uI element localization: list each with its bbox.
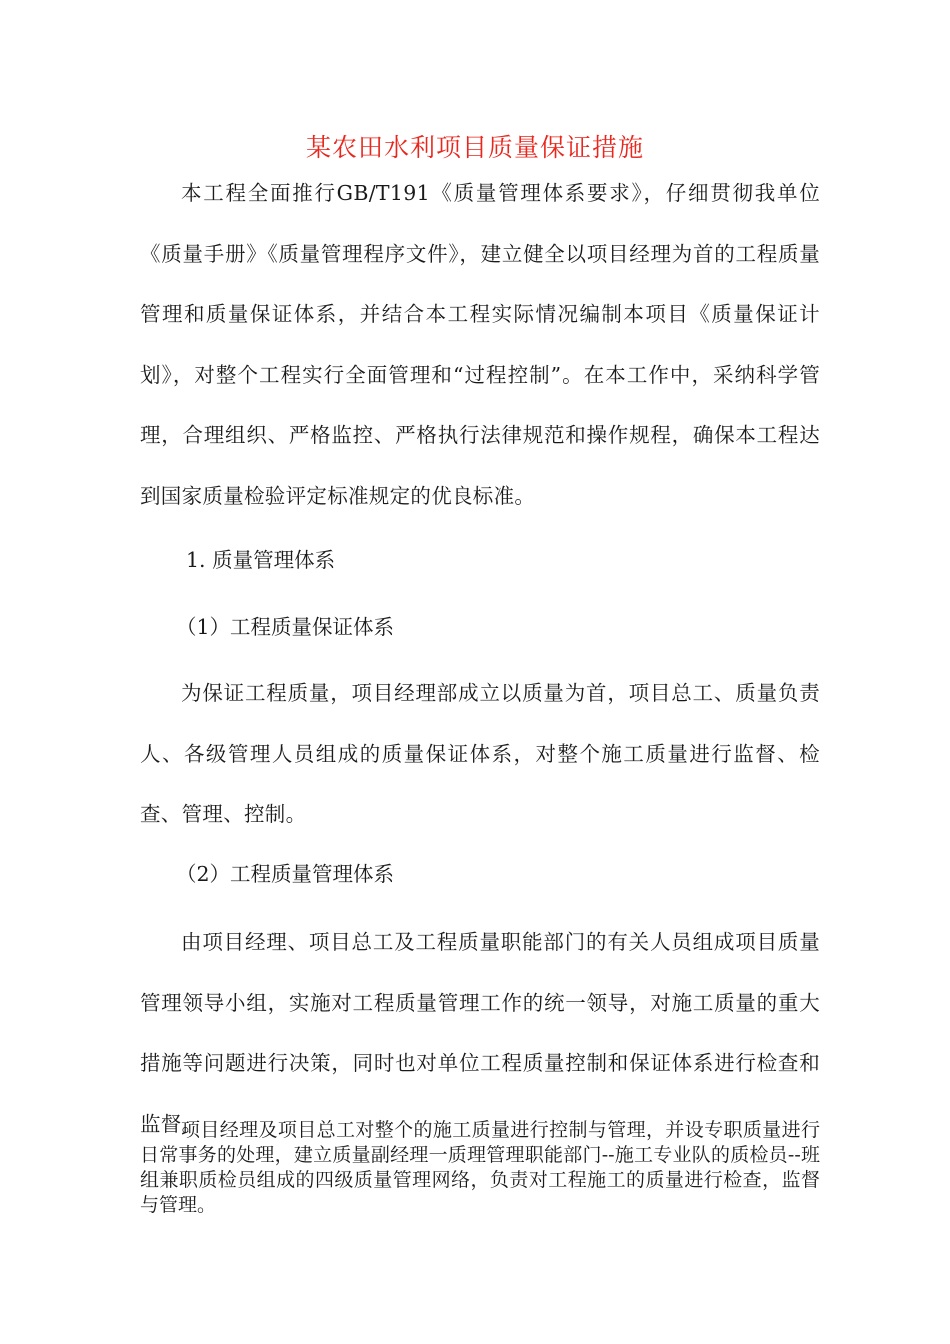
- assurance-paragraph: 为保证工程质量，项目经理部成立以质量为首，项目总工、质量负责人、各级管理人员组成的质量保证体系，对整个施工质量进行监督、检查、管理、控制。: [140, 681, 820, 826]
- document-title: 某农田水利项目质量保证措施: [305, 133, 644, 162]
- subsection-heading-management: （2）工程质量管理体系: [176, 862, 395, 886]
- subsection-heading-assurance: （1）工程质量保证体系: [176, 615, 395, 639]
- section-heading-quality-system: 1. 质量管理体系: [186, 548, 336, 572]
- intro-paragraph: 本工程全面推行GB/T191《质量管理体系要求》，仔细贯彻我单位《质量手册》《质量管理程序文件》，建立健全以项目经理为首的工程质量管理和质量保证体系，并结合本工程实际情况编制本项目《质量保证计划》，对整个工程实行全面管理和“过程控制”。在本工作中，采纳科学管理，合理组织、严格监控、严格执行法律规范和操作规程，确保本工程达到国家质量检验评定标准规定的优良标准。: [140, 181, 820, 508]
- management-paragraph: 由项目经理、项目总工及工程质量职能部门的有关人员组成项目质量管理领导小组，实施对工程质量管理工作的统一领导，对施工质量的重大措施等问题进行决策，同时也对单位工程质量控制和保证体系进行检查和监督。: [140, 930, 820, 1136]
- final-paragraph: 项目经理及项目总工对整个的施工质量进行控制与管理，并设专职质量进行日常事务的处理，建立质量副经理一质理管理职能部门--施工专业队的质检员--班组兼职质检员组成的四级质量管理网络，负责对工程施工的质量进行检查，监督与管理。: [140, 1119, 820, 1216]
